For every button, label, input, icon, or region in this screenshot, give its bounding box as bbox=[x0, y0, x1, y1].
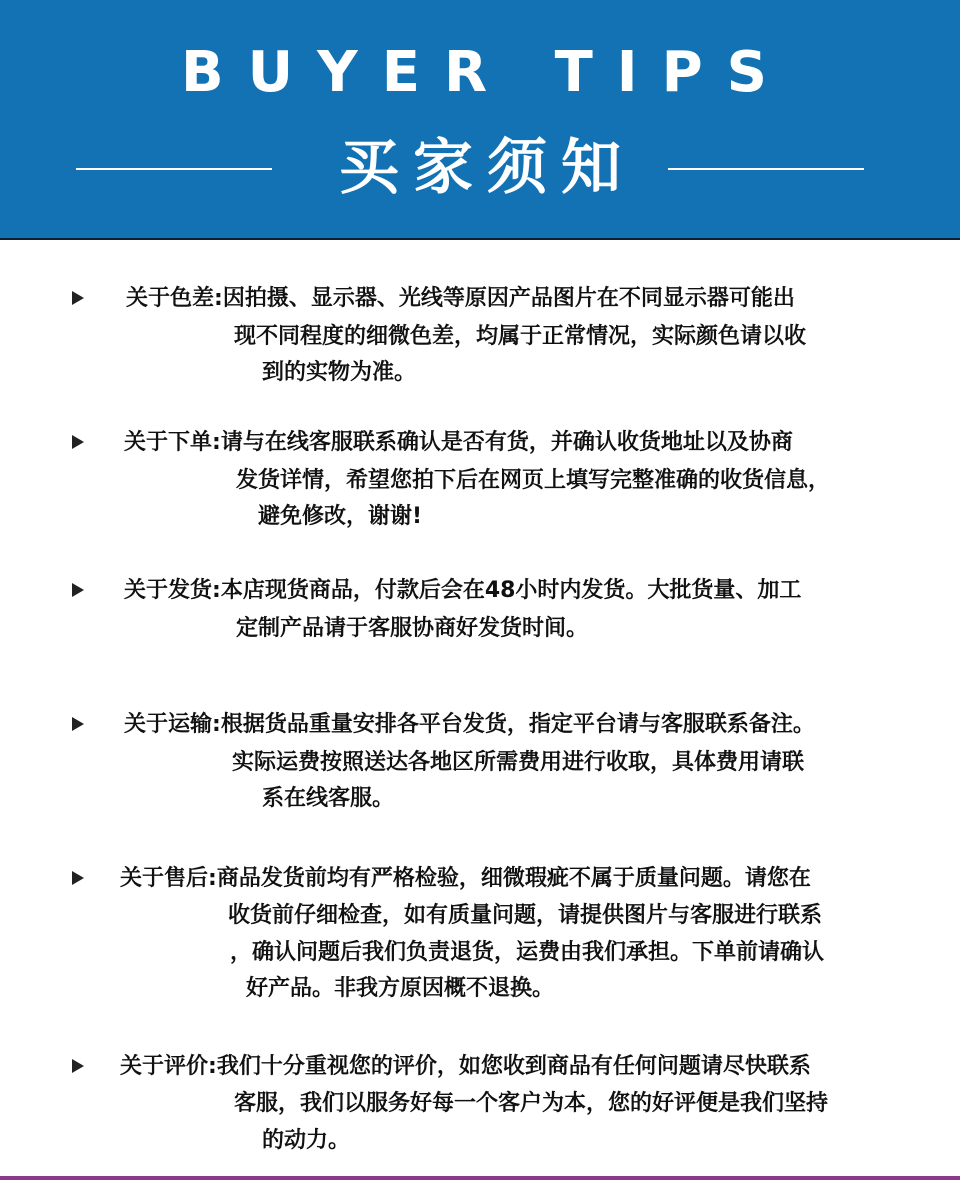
title-divider-right bbox=[668, 168, 864, 170]
tip-text-line: 因拍摄、显示器、光线等原因产品图片在不同显示器可能出 bbox=[222, 286, 795, 311]
tip-text-line: 收货前仔细检查，如有质量问题，请提供图片与客服进行联系 bbox=[228, 903, 823, 928]
tip-text-line: 根据货品重量安排各平台发货，指定平台请与客服联系备注。 bbox=[220, 712, 815, 737]
tip-label: 关于色差: bbox=[126, 286, 223, 311]
bullet-arrow-icon bbox=[72, 1059, 84, 1073]
bullet-arrow-icon bbox=[72, 717, 84, 731]
title-en: BUYER TIPS bbox=[181, 40, 791, 105]
tip-first-line bbox=[124, 424, 793, 461]
title-divider-left bbox=[76, 168, 272, 170]
tip-first-line bbox=[120, 860, 811, 897]
bullet-arrow-icon bbox=[72, 871, 84, 885]
tip-first-line bbox=[124, 706, 815, 743]
tip-label: 关于下单: bbox=[124, 430, 221, 455]
title-cn: 买家须知 bbox=[339, 133, 635, 203]
tip-text-line: 我们十分重视您的评价，如您收到商品有任何问题请尽快联系 bbox=[216, 1054, 811, 1079]
bottom-divider bbox=[0, 1176, 960, 1180]
header-banner bbox=[0, 0, 960, 240]
tip-label: 关于评价: bbox=[120, 1054, 217, 1079]
tip-text-line: 避免修改，谢谢! bbox=[258, 504, 423, 529]
tip-first-line bbox=[126, 280, 795, 317]
tip-text-line: 实际运费按照送达各地区所需费用进行收取，具体费用请联 bbox=[232, 750, 805, 775]
tip-text-line: 商品发货前均有严格检验，细微瑕疵不属于质量问题。请您在 bbox=[216, 866, 811, 891]
tip-text-line: 客服，我们以服务好每一个客户为本，您的好评便是我们坚持 bbox=[234, 1091, 829, 1116]
tip-text-line: ，确认问题后我们负责退货，运费由我们承担。下单前请确认 bbox=[230, 940, 825, 965]
bullet-arrow-icon bbox=[72, 583, 84, 597]
tip-text-line: 请与在线客服联系确认是否有货，并确认收货地址以及协商 bbox=[220, 430, 793, 455]
tip-text-line: 发货详情，希望您拍下后在网页上填写完整准确的收货信息， bbox=[236, 468, 831, 493]
tip-text-line: 好产品。非我方原因概不退换。 bbox=[246, 976, 555, 1001]
tip-text-line: 到的实物为准。 bbox=[262, 360, 417, 385]
tip-label: 关于发货: bbox=[124, 578, 221, 603]
tip-text-line: 系在线客服。 bbox=[262, 786, 395, 811]
tip-text-line: 本店现货商品，付款后会在48小时内发货。大批货量、加工 bbox=[220, 578, 802, 603]
tip-text-line: 现不同程度的细微色差，均属于正常情况，实际颜色请以收 bbox=[234, 324, 807, 349]
tip-first-line bbox=[120, 1048, 811, 1085]
tip-text-line: 定制产品请于客服协商好发货时间。 bbox=[236, 616, 589, 641]
tip-text-line: 的动力。 bbox=[262, 1128, 351, 1153]
bullet-arrow-icon bbox=[72, 435, 84, 449]
tip-label: 关于售后: bbox=[120, 866, 217, 891]
bullet-arrow-icon bbox=[72, 291, 84, 305]
tip-label: 关于运输: bbox=[124, 712, 221, 737]
tip-first-line bbox=[124, 572, 801, 609]
